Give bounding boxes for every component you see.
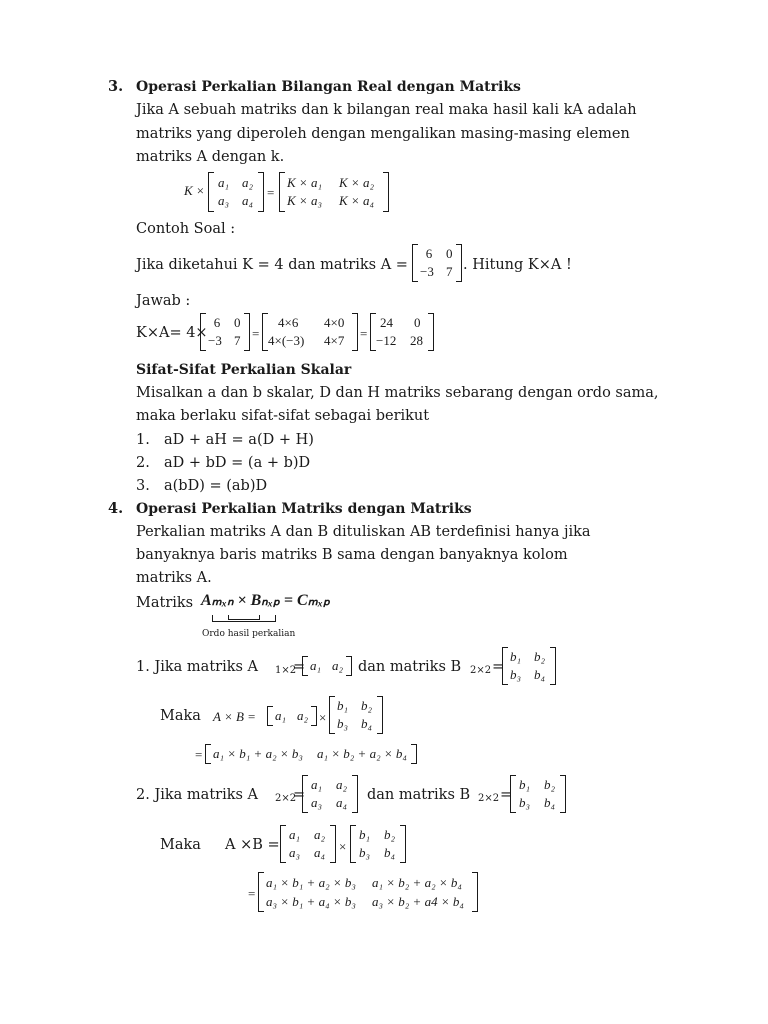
generic-matrix-ka: [279, 172, 389, 212]
section-4-paragraph-line-3: matriks A.: [136, 570, 212, 586]
matrix-cell: b₂: [384, 827, 396, 842]
matrix-cell: b₂: [544, 777, 556, 792]
matrix-cell: 4×(−3): [268, 333, 305, 348]
matrix-cell: 24: [380, 315, 393, 330]
sifat-item-text: a(bD) = (ab)D: [164, 478, 268, 494]
matrix-cell: K × a₃: [287, 193, 322, 208]
case-2-maka: Maka: [160, 837, 201, 853]
contoh-soal-question: . Hitung K×A !: [463, 257, 572, 273]
matrix-cell: 0: [414, 315, 421, 330]
matrix-cell: a₁ × b₂ + a₂ × b₄: [372, 875, 462, 890]
matrix-cell: 4×7: [324, 333, 345, 348]
matrix-cell: a₁ × b₂ + a₂ × b₄: [317, 746, 407, 761]
matrix-cell: a₃: [311, 795, 323, 810]
matrix-cell: a₃: [289, 845, 301, 860]
section-4-paragraph-line-2: banyaknya baris matriks B sama dengan banyaknya kolom: [136, 547, 568, 563]
equals-sign: =: [195, 747, 203, 762]
matrix-cell: 6: [213, 315, 221, 330]
matrix-cell: a₂: [242, 175, 254, 190]
matrix-cell: a₁: [275, 708, 287, 723]
equals-sign: =: [492, 659, 505, 675]
equals-sign: =: [500, 787, 513, 803]
sifat-paragraph-line-1: Misalkan a dan b skalar, D dan H matriks sebarang dengan ordo sama,: [136, 385, 659, 401]
matrix-cell: a₁ × b₁ + a₂ × b₃: [266, 875, 356, 890]
equals-sign: =: [360, 326, 368, 341]
matrix-cell: a₂: [332, 658, 344, 673]
equals-sign: =: [293, 787, 306, 803]
equals-sign: =: [252, 326, 260, 341]
matrix-cell: a₁: [311, 777, 323, 792]
matrix-cell: a₂: [314, 827, 326, 842]
jawab-lead: K×A= 4×: [136, 325, 208, 341]
case-2-mid: dan matriks B: [367, 787, 471, 803]
section-3-paragraph-line-3: matriks A dengan k.: [136, 149, 285, 165]
matrix-cell: b₁: [510, 649, 522, 664]
case-1-maka: Maka: [160, 708, 201, 724]
sifat-item-number: 3.: [136, 478, 150, 494]
ordo-caption: Ordo hasil perkalian: [202, 629, 296, 639]
case-2-maka-matrix-a: [280, 825, 336, 863]
jawab-matrix-expanded: [262, 313, 358, 351]
matrix-cell: b₃: [519, 795, 531, 810]
contoh-soal-text: Jika diketahui K = 4 dan matriks A =: [136, 257, 408, 273]
sifat-item-number: 1.: [136, 432, 150, 448]
times-sign: ×: [339, 839, 347, 854]
case-1-maka-row-a: [267, 706, 317, 726]
matrix-cell: 0: [446, 246, 453, 261]
equals-sign: =: [248, 886, 256, 901]
case-1-maka-matrix-b: [329, 696, 383, 734]
matrix-cell: −3: [208, 333, 222, 348]
matrix-cell: b₃: [510, 667, 522, 682]
ordo-inner-bracket: [228, 615, 260, 620]
case-1-result-matrix: [205, 744, 417, 764]
jawab-matrix-result: [370, 313, 434, 351]
case-1-lead: 1. Jika matriks A: [136, 659, 259, 675]
case-2-matrix-b: [510, 775, 566, 813]
sifat-paragraph-line-2: maka berlaku sifat-sifat sebagai berikut: [136, 408, 430, 424]
matrix-cell: K × a₂: [339, 175, 374, 190]
sifat-item-text: aD + bD = (a + b)D: [164, 455, 311, 471]
sifat-item-number: 2.: [136, 455, 150, 471]
jawab-matrix-a: [200, 313, 250, 351]
matrix-cell: a₁: [310, 658, 322, 673]
matrix-cell: 4×6: [278, 315, 299, 330]
matrix-cell: b₄: [544, 795, 556, 810]
matrix-cell: K × a₁: [287, 175, 322, 190]
matrix-cell: a₂: [336, 777, 348, 792]
matrix-cell: b₁: [337, 698, 349, 713]
contoh-soal-label: Contoh Soal :: [136, 221, 236, 237]
generic-matrix-a: [208, 172, 264, 212]
matrix-cell: b₁: [359, 827, 371, 842]
matrix-cell: a₃ × b₁ + a₄ × b₃: [266, 894, 356, 909]
section-3-number: 3.: [108, 78, 124, 95]
sifat-item-text: aD + aH = a(D + H): [164, 432, 314, 448]
matrix-cell: −3: [420, 264, 434, 279]
matrix-cell: b₁: [519, 777, 531, 792]
matrix-cell: 4×0: [324, 315, 345, 330]
matrix-cell: 6: [425, 246, 433, 261]
matrix-cell: b₄: [384, 845, 396, 860]
matrix-cell: b₃: [337, 716, 349, 731]
case-2-lead: 2. Jika matriks A: [136, 787, 259, 803]
matrix-cell: a₃ × b₂ + a4 × b₄: [372, 894, 464, 909]
equals-sign: =: [267, 185, 275, 200]
case-2-sub-b: 2×2: [478, 793, 500, 804]
case-1-matrix-b: [502, 647, 556, 685]
case-1-sub-a: 1×2: [275, 665, 297, 676]
times-sign: ×: [319, 710, 327, 725]
matrix-cell: −12: [376, 333, 397, 348]
matrix-cell: a₂: [297, 708, 309, 723]
matrix-cell: a₄: [336, 795, 348, 810]
matrix-cell: b₂: [534, 649, 546, 664]
matrix-cell: 7: [234, 333, 241, 348]
case-2-maka-matrix-b: [350, 825, 406, 863]
sifat-heading: Sifat-Sifat Perkalian Skalar: [136, 362, 352, 378]
section-3-paragraph-line-1: Jika A sebuah matriks dan k bilangan real maka hasil kali kA adalah: [136, 102, 637, 118]
ordo-formula: Aₘₓₙ × Bₙₓₚ = Cₘₓₚ: [201, 592, 330, 609]
equals-sign: =: [293, 659, 306, 675]
case-2-axb: A ×B =: [225, 837, 280, 853]
matrix-cell: 7: [446, 264, 453, 279]
jawab-label: Jawab :: [136, 293, 191, 309]
section-4-number: 4.: [108, 500, 124, 517]
case-1-axb: A × B =: [213, 709, 256, 724]
matrix-cell: b₄: [534, 667, 546, 682]
case-1-sub-b: 2×2: [470, 665, 492, 676]
matrix-cell: K × a₄: [339, 193, 374, 208]
matrix-cell: a₄: [314, 845, 326, 860]
matrix-cell: a₁: [218, 175, 230, 190]
section-4-paragraph-line-1: Perkalian matriks A dan B dituliskan AB terdefinisi hanya jika: [136, 524, 591, 540]
matrix-cell: a₄: [242, 193, 254, 208]
matrix-cell: a₁: [289, 827, 301, 842]
matrix-cell: 0: [234, 315, 241, 330]
case-2-result-matrix: [258, 872, 478, 912]
matrix-cell: b₃: [359, 845, 371, 860]
matrix-cell: a₁ × b₁ + a₂ × b₃: [213, 746, 303, 761]
matriks-label: Matriks: [136, 595, 194, 611]
section-3-heading: Operasi Perkalian Bilangan Real dengan Matriks: [136, 79, 521, 95]
matrix-cell: a₃: [218, 193, 230, 208]
case-1-mid: dan matriks B: [358, 659, 462, 675]
section-4-heading: Operasi Perkalian Matriks dengan Matriks: [136, 501, 472, 517]
matrix-cell: 28: [410, 333, 423, 348]
case-1-row-matrix-a: [302, 656, 352, 676]
contoh-matrix-a: [412, 244, 462, 282]
case-2-sub-a: 2×2: [275, 793, 297, 804]
section-3-paragraph-line-2: matriks yang diperoleh dengan mengalikan masing-masing elemen: [136, 126, 630, 142]
case-2-matrix-a: [302, 775, 358, 813]
matrix-cell: b₄: [361, 716, 373, 731]
scalar-k-times: K ×: [184, 183, 205, 198]
matrix-cell: b₂: [361, 698, 373, 713]
